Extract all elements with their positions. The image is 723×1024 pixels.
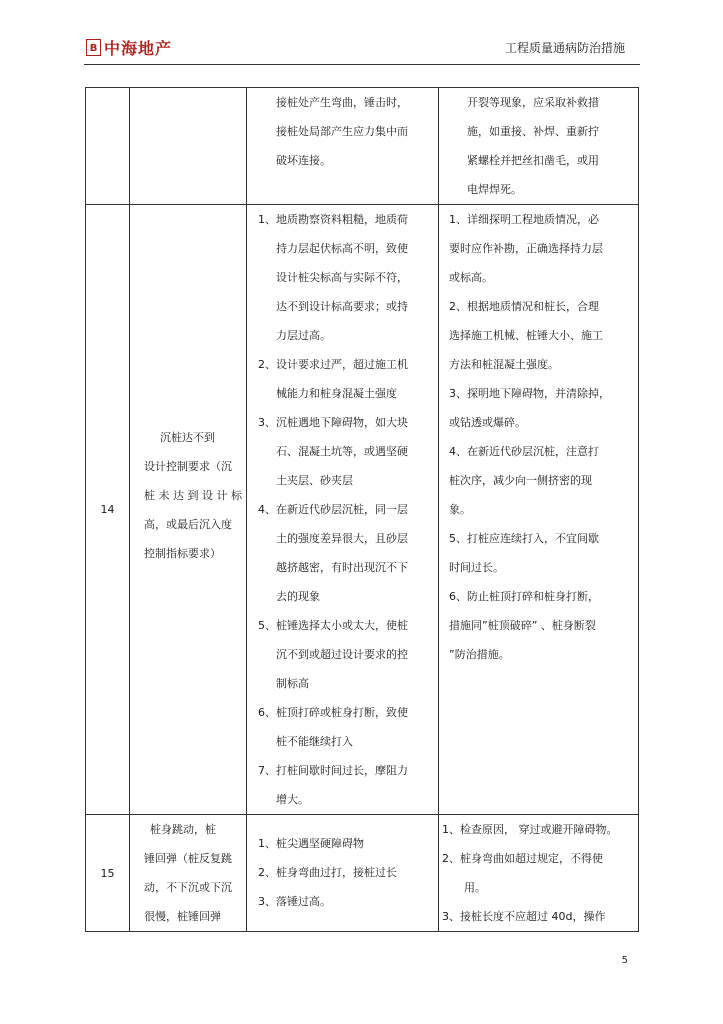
cause-line: 土夹层、砂夹层 bbox=[276, 474, 353, 487]
cause-line: 制标高 bbox=[276, 677, 309, 690]
fix-line: 紧螺栓并把丝扣凿毛，或用 bbox=[467, 154, 599, 167]
defect-name-line: 高，或最后沉入度 bbox=[144, 518, 232, 531]
defect-name-line: 锤回弹（桩反复跳 bbox=[144, 852, 232, 865]
fix-line: 时间过长。 bbox=[449, 561, 504, 574]
defect-name-line: 设计控制要求（沉 bbox=[144, 460, 232, 473]
fix-line: 用。 bbox=[464, 881, 486, 894]
fix-line: 1、详细探明工程地质情况，必 bbox=[449, 213, 599, 226]
cause-line: 力层过高。 bbox=[276, 329, 331, 342]
fix-line: 桩次序，减少向一侧挤密的现 bbox=[449, 474, 592, 487]
cause-line: 达不到设计标高要求；或持 bbox=[276, 300, 408, 313]
row-number: 14 bbox=[86, 205, 130, 815]
logo-text: 中海地产 bbox=[104, 39, 173, 58]
cause-line: 3、沉桩遇地下障碍物，如大块 bbox=[258, 416, 408, 429]
fix-line: 电焊焊死。 bbox=[467, 183, 522, 196]
defect-name-line: 动，不下沉或下沉 bbox=[144, 881, 232, 894]
fix-line: 或标高。 bbox=[449, 271, 493, 284]
defect-name-cell bbox=[130, 815, 247, 932]
fix-line: ”防治措施。 bbox=[449, 648, 510, 661]
fix-line: 6、防止桩顶打碎和桩身打断， bbox=[449, 590, 599, 603]
fix-line: 2、根据地质情况和桩长，合理 bbox=[449, 300, 599, 313]
cause-cell bbox=[247, 815, 439, 932]
cause-line: 接桩处局部产生应力集中而 bbox=[276, 125, 408, 138]
cause-line: 接桩处产生弯曲，锤击时， bbox=[276, 96, 408, 109]
logo-mark-icon: B bbox=[86, 39, 101, 56]
cause-line: 2、设计要求过严，超过施工机 bbox=[258, 358, 408, 371]
fix-line: 或钻透或爆碎。 bbox=[449, 416, 526, 429]
cause-line: 破坏连接。 bbox=[276, 154, 331, 167]
company-logo bbox=[86, 36, 172, 59]
cause-line: 土的强度差异很大，且砂层 bbox=[276, 532, 408, 545]
cause-line: 石、混凝土坑等，或遇坚硬 bbox=[276, 445, 408, 458]
fix-line: 选择施工机械、桩锤大小、施工 bbox=[449, 329, 603, 342]
cause-line: 1、地质勘察资料粗糙，地质荷 bbox=[258, 213, 408, 226]
cause-line: 沉不到或超过设计要求的控 bbox=[276, 648, 408, 661]
defect-name-line: 控制指标要求） bbox=[144, 547, 221, 560]
defect-name-line: 很慢，桩锤回弹 bbox=[144, 910, 221, 923]
table-row bbox=[86, 815, 639, 932]
fix-line: 3、探明地下障碍物，并清除掉， bbox=[449, 387, 610, 400]
fix-line: 3、接桩长度不应超过 40d，操作 bbox=[442, 910, 606, 923]
defect-name-line: 桩身跳动，桩 bbox=[150, 823, 216, 836]
fix-line: 开裂等现象，应采取补救措 bbox=[467, 96, 599, 109]
fix-line: 1、检查原因， 穿过或避开障碍物。 bbox=[442, 823, 618, 836]
defect-name-line: 桩 未 达 到 设 计 标 bbox=[144, 489, 242, 502]
cause-line: 越挤越密，有时出现沉不下 bbox=[276, 561, 408, 574]
table-row bbox=[86, 88, 639, 205]
fix-line: 施，如重接、补焊、重新拧 bbox=[467, 125, 599, 138]
fix-cell bbox=[439, 205, 639, 815]
fix-line: 措施同”桩顶破碎” 、桩身断裂 bbox=[449, 619, 596, 632]
cause-line: 6、桩顶打碎或桩身打断，致使 bbox=[258, 706, 408, 719]
defect-table bbox=[85, 87, 639, 932]
cause-line: 持力层起伏标高不明，致使 bbox=[276, 242, 408, 255]
row-number: 15 bbox=[86, 815, 130, 932]
defect-name-cell bbox=[130, 88, 247, 205]
document-title: 工程质量通病防治措施 bbox=[504, 41, 625, 55]
cause-line: 2、桩身弯曲过打，接桩过长 bbox=[258, 866, 397, 879]
cause-line: 桩不能继续打入 bbox=[276, 735, 353, 748]
defect-name-line: 沉桩达不到 bbox=[160, 431, 215, 444]
cause-line: 4、在新近代砂层沉桩，同一层 bbox=[258, 503, 408, 516]
cause-line: 去的现象 bbox=[276, 590, 320, 603]
cause-line: 增大。 bbox=[276, 793, 309, 806]
fix-line: 5、打桩应连续打入，不宜间歇 bbox=[449, 532, 599, 545]
fix-line: 2、桩身弯曲如超过规定，不得使 bbox=[442, 852, 603, 865]
fix-line: 象。 bbox=[449, 503, 471, 516]
fix-cell bbox=[439, 815, 639, 932]
cause-line: 1、桩尖遇坚硬障碍物 bbox=[258, 837, 364, 850]
fix-line: 4、在新近代砂层沉桩，注意打 bbox=[449, 445, 599, 458]
header-divider bbox=[84, 64, 640, 65]
page-number: 5 bbox=[621, 955, 628, 966]
cause-line: 设计桩尖标高与实际不符， bbox=[276, 271, 408, 284]
cause-line: 3、落锤过高。 bbox=[258, 895, 331, 908]
page-header bbox=[86, 36, 639, 66]
cause-cell bbox=[247, 88, 439, 205]
fix-line: 要时应作补勘，正确选择持力层 bbox=[449, 242, 603, 255]
defect-name-cell bbox=[130, 205, 247, 815]
table-row bbox=[86, 205, 639, 815]
cause-line: 7、打桩间歇时间过长，摩阻力 bbox=[258, 764, 408, 777]
cause-line: 5、桩锤选择太小或太大，使桩 bbox=[258, 619, 408, 632]
fix-cell bbox=[439, 88, 639, 205]
fix-line: 方法和桩混凝土强度。 bbox=[449, 358, 559, 371]
cause-line: 械能力和桩身混凝土强度 bbox=[276, 387, 397, 400]
cause-cell bbox=[247, 205, 439, 815]
row-number bbox=[86, 88, 130, 205]
